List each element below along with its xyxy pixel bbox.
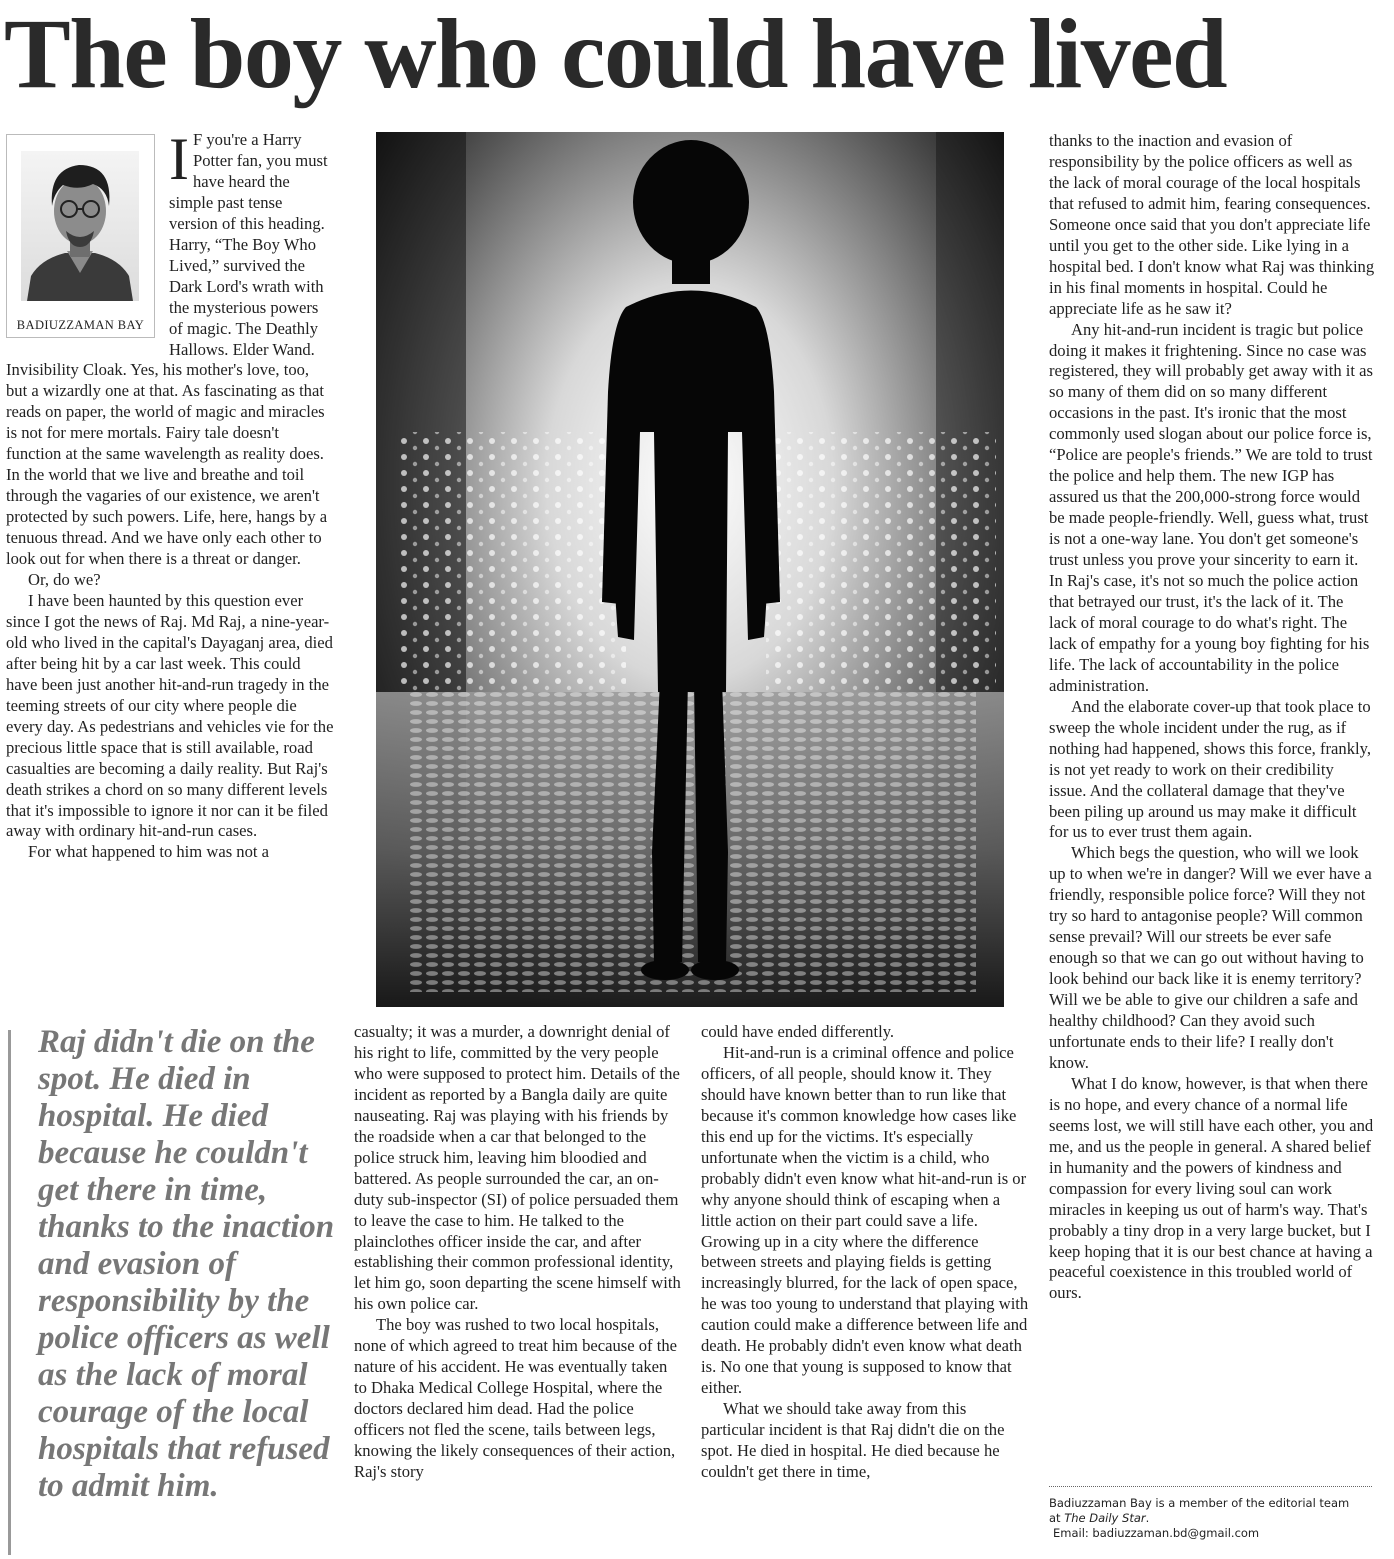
pullquote: Raj didn't die on the spot. He died in hospital. He died because he couldn't get there in time, thanks to the inaction and evasion of responsibility by the police officers as well as the lack of moral courage of the local hospitals that refused to admit him. xyxy=(38,1024,335,1504)
main-photo xyxy=(376,132,1004,1007)
bio-at: at xyxy=(1049,1511,1065,1525)
paragraph: Hit-and-run is a criminal offence and police officers, of all people, should know it. They should have known better than to run like that because it's common knowledge how cases like this end up for the victims. It's especially unfortunate when the victim is a child, who probably didn't even know what hit-and-run is or why anyone should think of escaping when a little action on their part could save a life. Growing up in a city where the difference between streets and playing fields is getting increasingly blurred, for the lack of open space, he was too young to understand that playing with caution could make a difference between life and death. He probably didn't even know what death is. No one that young is supposed to know that either. xyxy=(701,1042,1029,1398)
bio-line: Badiuzzaman Bay is a member of the editorial team xyxy=(1049,1496,1350,1510)
article-column-3 xyxy=(701,1022,1029,1483)
bio-period: . xyxy=(1145,1511,1150,1525)
paragraph: And the elaborate cover-up that took place to sweep the whole incident under the rug, as if nothing had happened, shows this force, frankly, is not yet ready to work on their credibility issue. And the collateral damage that they've been piling up around us may make it difficult for us to ever trust them again. xyxy=(1049,696,1371,842)
headline: The boy who could have lived xyxy=(4,0,1227,109)
author-email[interactable]: Email: badiuzzaman.bd@gmail.com xyxy=(1053,1526,1260,1540)
dropcap: I xyxy=(169,126,189,192)
article-column-1 xyxy=(6,126,334,863)
article-column-2 xyxy=(354,1022,682,1483)
paragraph: could have ended differently. xyxy=(701,1022,895,1041)
author-photo xyxy=(21,151,139,301)
paragraph: thanks to the inaction and evasion of responsibility by the police officers as well as the lack of moral courage of the local hospitals that refused to admit him, fearing consequences. Someone once said that you don't appreciate life until you get to the other side. Like lying in a hospital bed. I don't know what Raj was thinking in his final moments in hospital. Could he appreciate life as he saw it? xyxy=(1049,131,1375,318)
paragraph: Which begs the question, who will we look up to when we're in danger? Will we ever have a friendly, responsible police force? Will they not try so hard to antagonise people? Will common sense prevail? Will our streets be ever safe enough so that we can go out without having to look behind our back like it is enemy territory? Will we be able to give our children a safe and healthy childhood? Can they avoid such unfortunate ends to their life? I really don't know. xyxy=(1049,843,1372,1072)
paragraph: Any hit-and-run incident is tragic but police doing it makes it frightening. Since no case was registered, they will probably get away with it as so many of them did on so many different occasions in the past. It's ironic that the most commonly used slogan about our police force is, “Police are people's friends.” We are told to trust the police and help them. The new IGP has assured us that the 200,000-strong force would be made people-friendly. Well, guess what, trust is not a one-way lane. You don't get someone's trust unless you prove your sincerity to earn it. In Raj's case, it's not so much the police action that betrayed our trust, it's the lack of it. The lack of moral courage to do what's right. The lack of empathy for a young boy fighting for his life. The lack of accountability in the police administration. xyxy=(1049,319,1373,695)
paragraph: Or, do we? xyxy=(28,570,101,590)
paragraph: I have been haunted by this question ever since I got the news of Raj. Md Raj, a nine-year-old who lived in the capital's Dayaganj area, died after being hit by a car last week. This could have been just another hit-and-run tragedy in the teeming streets of our city where people die every day. As pedestrians and vehicles vie for the precious little space that is still available, road casualties are becoming a daily reality. But Raj's death strikes a chord on so many different levels that it's impossible to ignore it nor can it be filed away with ordinary hit-and-run cases. xyxy=(6,590,334,841)
pullquote-rule xyxy=(8,1030,11,1555)
article-column-4 xyxy=(1049,131,1375,1304)
paragraph: What I do know, however, is that when there is no hope, and every chance of a normal life seems lost, we will still have each other, you and me, and us the people in general. A shared belief in humanity and the powers of kindness and compassion for every living soul can work miracles in keeping us out of harm's way. That's probably a tiny drop in a very large bucket, but I keep hoping that it is our best chance at having a peaceful coexistence in this troubled world of ours. xyxy=(1049,1073,1374,1303)
paragraph: The boy was rushed to two local hospitals, none of which agreed to treat him because of the nature of his accident. He was eventually taken to Dhaka Medical College Hospital, where the doctors declared him dead. Had the police officers not fled the scene, tails between legs, knowing the likely consequences of their action, Raj's story xyxy=(354,1315,677,1482)
lead-text: F you're a Harry Potter fan, you must have heard the simple past tense version of this heading. Harry, “The Boy Who Lived,” survived the Dark Lord's wrath with the mysterious powers of magic. The Deathly Hallows. Elder Wand. Invisibility Cloak. Yes, his mother's love, too, but a wizardly one at that. As fascinating as that reads on paper, the world of magic and miracles is not for mere mortals. Fairy tale doesn't function at the same wavelength as reality does. In the world that we live and breathe and toil through the vagaries of our existence, we aren't protected by such powers. Life, here, hangs by a tenuous thread. And we have only each other to look out for when there is a threat or danger. xyxy=(6,130,328,569)
publication-name: The Daily Star xyxy=(1064,1511,1146,1525)
byline-box xyxy=(6,134,155,338)
bio-line-publication xyxy=(1049,1511,1379,1526)
paragraph: What we should take away from this particular incident is that Raj didn't die on the spot. He died in hospital. He died because he couldn't get there in time, xyxy=(701,1399,1005,1482)
author-bio xyxy=(1049,1496,1379,1541)
bio-separator xyxy=(1049,1486,1372,1487)
paragraph: casualty; it was a murder, a downright denial of his right to life, committed by the very people who were supposed to protect him. Details of the incident as reported by a Bangla daily are quite nauseating. Raj was playing with his friends by the roadside when a car that belonged to the police struck him, leaving him bloodied and battered. As people surrounded the car, an on-duty sub-inspector (SI) of police persuaded them to leave the case to him. He talked to the plainclothes officer inside the car, and after establishing their common professional identity, let him go, soon departing the scene himself with his own police car. xyxy=(354,1022,681,1314)
paragraph: For what happened to him was not a xyxy=(28,842,270,862)
byline-name: BADIUZZAMAN BAY xyxy=(16,318,145,332)
